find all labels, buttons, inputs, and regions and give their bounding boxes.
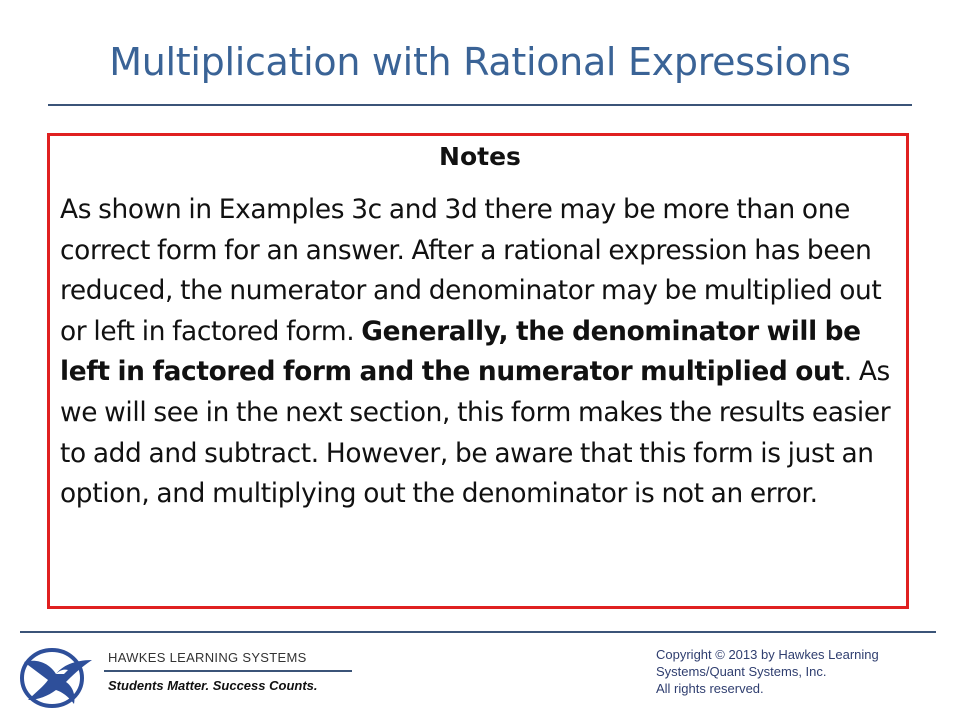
brand-name: HAWKES LEARNING SYSTEMS bbox=[108, 650, 307, 665]
copyright-notice bbox=[656, 646, 951, 697]
notes-text-part1: As shown in Examples 3c and 3d there may be more than one correct form for an answer. After a rational expression has been reduced, the numerator and denominator may be multiplied out or left in factored form. bbox=[60, 194, 882, 347]
copyright-line: Systems/Quant Systems, Inc. bbox=[656, 664, 827, 679]
notes-emphasis: Generally, the denominator will be left in factored form and the numerator multiplied out bbox=[60, 315, 861, 388]
title-divider bbox=[48, 104, 912, 106]
copyright-line: Copyright © 2013 by Hawkes Learning bbox=[656, 647, 879, 662]
notes-text-part2: . As we will see in the next section, this form makes the results easier to add and subtract. However, be aware that this form is just an option, and multiplying out the denominator is not an error. bbox=[60, 356, 891, 510]
notes-body bbox=[60, 190, 902, 515]
slide-title: Multiplication with Rational Expressions bbox=[109, 40, 851, 84]
footer-divider bbox=[20, 631, 936, 633]
brand-divider bbox=[104, 670, 352, 672]
brand-slogan: Students Matter. Success Counts. bbox=[108, 678, 318, 693]
copyright-line: All rights reserved. bbox=[656, 681, 764, 696]
hawk-logo-icon bbox=[16, 640, 96, 712]
notes-heading: Notes bbox=[439, 142, 521, 171]
